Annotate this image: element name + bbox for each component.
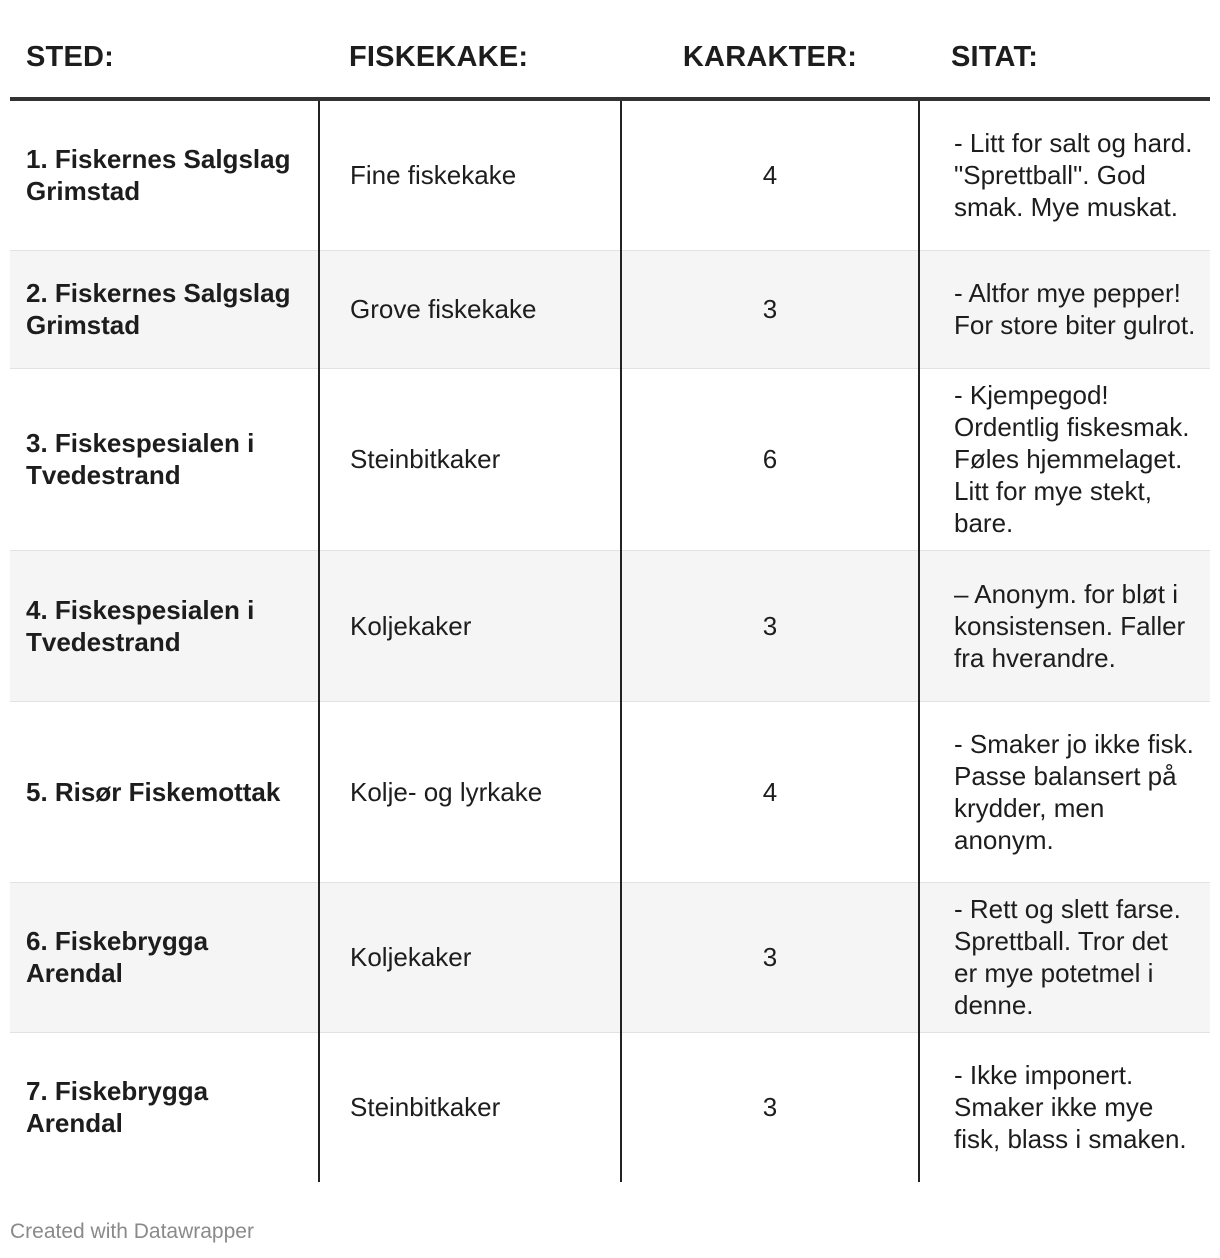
table-row — [10, 99, 1210, 250]
cell-fiskekake: Grove fiskekake — [319, 250, 621, 368]
cell-fiskekake: Steinbitkaker — [319, 368, 621, 550]
cell-sitat: - Altfor mye pepper! For store biter gulrot. — [919, 250, 1210, 368]
column-header-sitat[interactable]: SITAT: — [919, 0, 1210, 99]
cell-sitat: - Rett og slett farse. Sprettball. Tror det er mye potetmel i denne. — [919, 882, 1210, 1032]
cell-karakter: 4 — [621, 701, 919, 882]
table-row — [10, 701, 1210, 882]
cell-sitat: – Anonym. for bløt i konsistensen. Faller fra hverandre. — [919, 550, 1210, 701]
column-header-karakter[interactable]: KARAKTER: — [621, 0, 919, 99]
cell-fiskekake: Koljekaker — [319, 882, 621, 1032]
table-row — [10, 882, 1210, 1032]
column-header-fiskekake[interactable]: FISKEKAKE: — [319, 0, 621, 99]
cell-sted: 5. Risør Fiskemottak — [10, 701, 319, 882]
cell-fiskekake: Koljekaker — [319, 550, 621, 701]
cell-sted: 1. Fiskernes Salgslag Grimstad — [10, 99, 319, 250]
cell-karakter: 3 — [621, 1032, 919, 1182]
cell-karakter: 3 — [621, 882, 919, 1032]
table-row — [10, 550, 1210, 701]
cell-karakter: 6 — [621, 368, 919, 550]
fishcake-rating-table — [10, 0, 1210, 1182]
cell-sitat: - Litt for salt og hard. "Sprettball". God smak. Mye muskat. — [919, 99, 1210, 250]
cell-fiskekake: Steinbitkaker — [319, 1032, 621, 1182]
cell-karakter: 4 — [621, 99, 919, 250]
cell-sitat: - Ikke imponert. Smaker ikke mye fisk, blass i smaken. — [954, 1060, 1187, 1155]
table-row — [10, 368, 1210, 550]
header-row — [10, 0, 1210, 99]
cell-sitat: - Kjempegod! Ordentlig fiskesmak. Føles hjemmelaget. Litt for mye stekt, bare. — [919, 368, 1210, 550]
cell-sted: 6. Fiskebrygga Arendal — [10, 882, 319, 1032]
cell-sted: 4. Fiskespesialen i Tvedestrand — [10, 550, 319, 701]
data-table — [10, 0, 1210, 1182]
cell-karakter: 3 — [621, 250, 919, 368]
datawrapper-credit[interactable]: Created with Datawrapper — [10, 1220, 254, 1243]
cell-fiskekake: Fine fiskekake — [319, 99, 621, 250]
table-row — [10, 250, 1210, 368]
column-header-sted[interactable]: STED: — [10, 0, 319, 99]
cell-fiskekake: Kolje- og lyrkake — [319, 701, 621, 882]
cell-sted: 2. Fiskernes Salgslag Grimstad — [10, 250, 319, 368]
cell-sitat: - Smaker jo ikke fisk. Passe balansert på krydder, men anonym. — [919, 701, 1210, 882]
cell-sted: 3. Fiskespesialen i Tvedestrand — [10, 368, 319, 550]
cell-karakter: 3 — [621, 550, 919, 701]
cell-sted: 7. Fiskebrygga Arendal — [10, 1032, 319, 1182]
table-row — [10, 1032, 1210, 1182]
